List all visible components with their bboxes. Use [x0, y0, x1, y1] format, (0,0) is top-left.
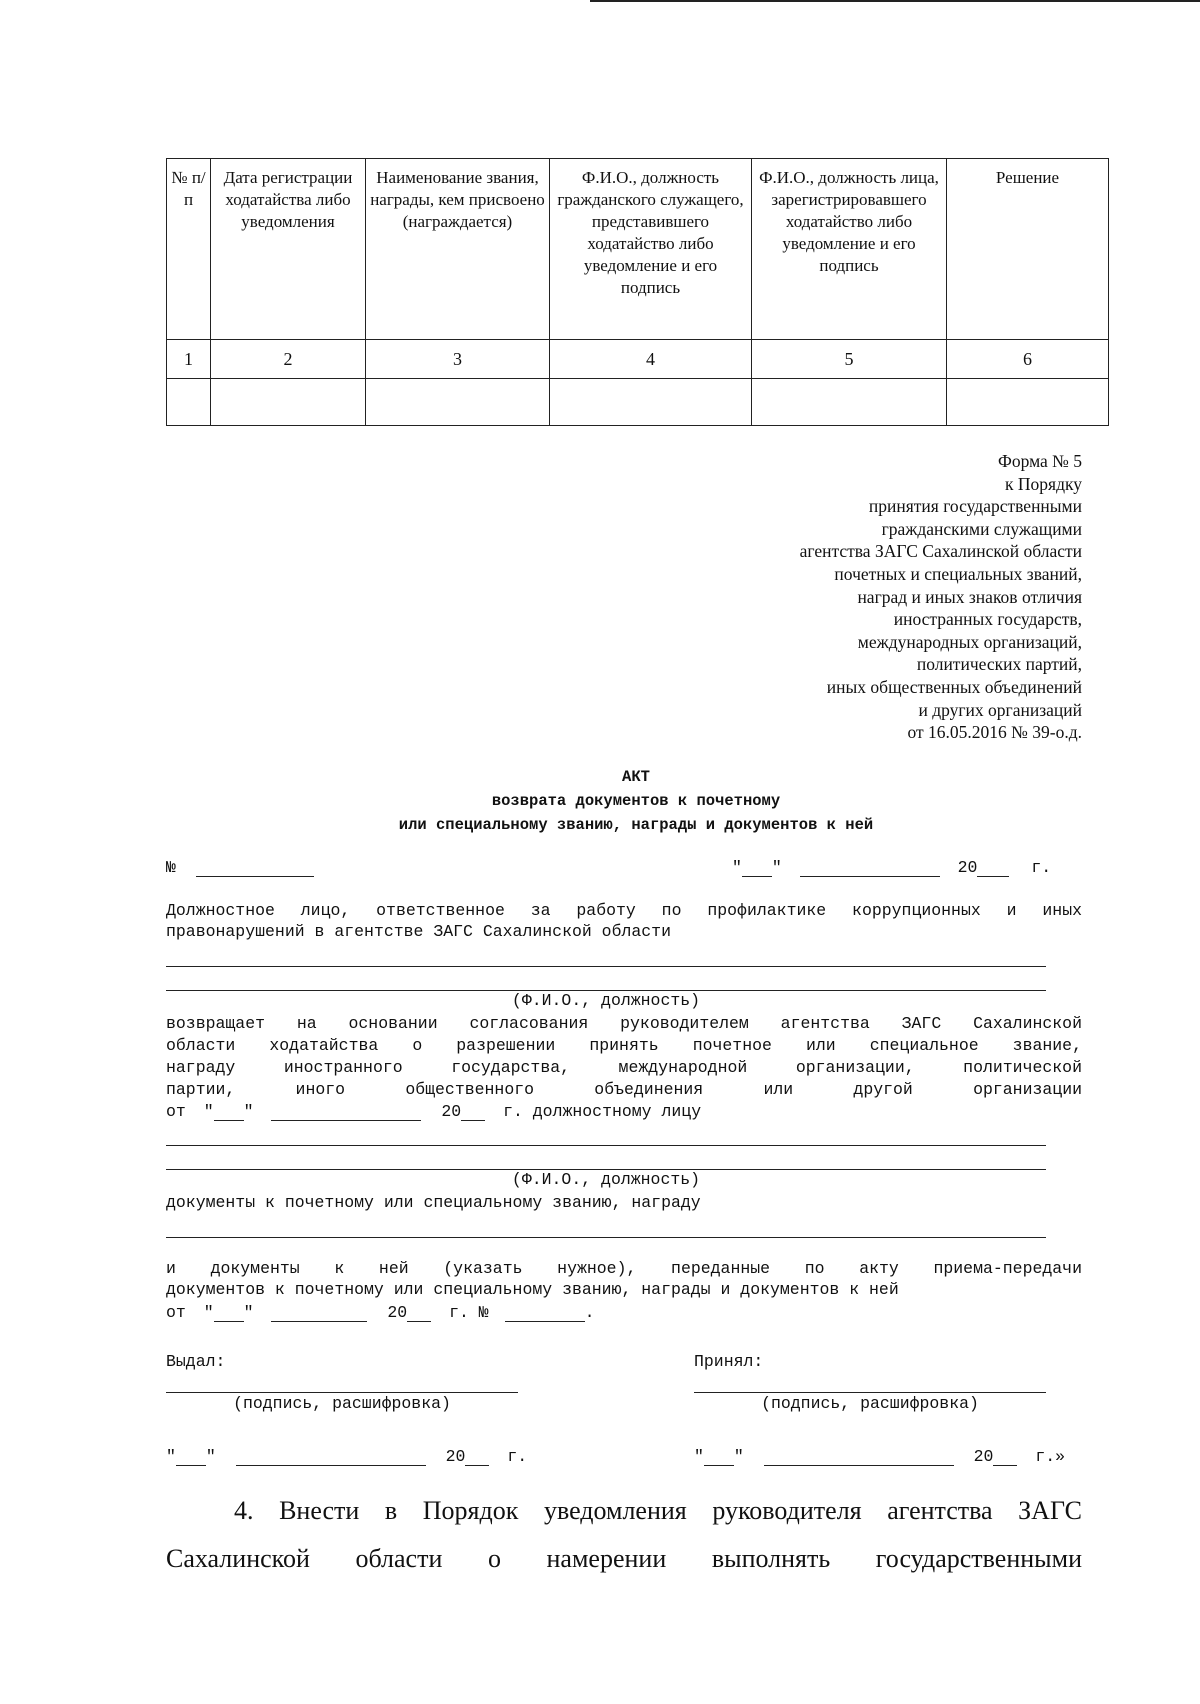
header-cell-decision: Решение: [947, 159, 1109, 340]
number-label: №: [166, 858, 176, 877]
quote-mark: ": [732, 858, 742, 877]
from-label: от: [166, 1102, 186, 1121]
quote-mark: ": [243, 1303, 254, 1322]
quote-mark: ": [205, 1447, 216, 1466]
act-subtitle: возврата документов к почетному: [491, 792, 781, 810]
received-label: Принял:: [694, 1352, 764, 1371]
header-cell-date: Дата регистрации ходатайства либо уведомления: [211, 159, 366, 340]
and-docs-line: и документы к ней (указать нужное), переданные по акту приема-передачи: [166, 1259, 1082, 1278]
quote-mark: ": [733, 1447, 744, 1466]
year-prefix: 20: [445, 1447, 466, 1466]
table-cell: [550, 379, 752, 426]
received-date-line: [694, 1447, 1065, 1466]
quote-mark: ": [203, 1303, 214, 1322]
table-cell: 1: [167, 340, 211, 379]
day-blank[interactable]: [742, 859, 772, 877]
fio-caption: (Ф.И.О., должность): [511, 1170, 701, 1189]
year-blank[interactable]: [977, 859, 1009, 877]
table-header-row: [167, 159, 1109, 340]
form-header-line: гражданскими служащими: [881, 518, 1082, 539]
month-blank[interactable]: [271, 1304, 367, 1322]
issued-label: Выдал:: [166, 1352, 226, 1371]
from-label: от: [166, 1303, 186, 1322]
year-prefix: 20: [387, 1303, 408, 1322]
header-cell-registrar: Ф.И.О., должность лица, зарегистрировавшего ходатайство либо уведомление и его подпись: [752, 159, 947, 340]
returns-text-line: партии, иного общественного объединения или другой организации: [166, 1080, 1082, 1099]
returns-text-line: области ходатайства о разрешении принять почетное или специальное звание,: [166, 1036, 1082, 1055]
form-header-line: иностранных государств,: [893, 609, 1082, 630]
registry-table: [166, 158, 1109, 426]
year-suffix: г.: [507, 1447, 528, 1466]
fio-caption: (Ф.И.О., должность): [511, 991, 701, 1010]
header-cell-servant: Ф.И.О., должность гражданского служащего, представившего ходатайство либо уведомление и его подпись: [550, 159, 752, 340]
header-cell-number: № п/п: [167, 159, 211, 340]
from-date-line: [166, 1102, 701, 1121]
table-cell: 6: [947, 340, 1109, 379]
day-blank[interactable]: [214, 1103, 244, 1121]
table-cell: [947, 379, 1109, 426]
month-blank[interactable]: [800, 859, 940, 877]
table-cell: [211, 379, 366, 426]
quote-mark: ": [203, 1102, 214, 1121]
paragraph-line: 4. Внести в Порядок уведомления руководителя агентства ЗАГС: [234, 1496, 1082, 1525]
from-date-no: г. №: [449, 1303, 489, 1322]
top-border-line: [590, 0, 1200, 2]
official-text-line: правонарушений в агентстве ЗАГС Сахалинской области: [166, 922, 671, 941]
year-blank[interactable]: [993, 1448, 1017, 1466]
form-header-line: агентства ЗАГС Сахалинской области: [799, 541, 1082, 562]
table-cell: [366, 379, 550, 426]
table-cell: [167, 379, 211, 426]
act-number-blank[interactable]: [196, 859, 314, 877]
act-number-field: [166, 858, 314, 877]
form-header-line: международных организаций,: [857, 631, 1082, 652]
quote-mark: ": [771, 858, 782, 877]
form-header-line: от 16.05.2016 № 39-о.д.: [907, 722, 1082, 743]
table-cell: 4: [550, 340, 752, 379]
to-official-text: г. должностному лицу: [503, 1102, 702, 1121]
quote-mark: ": [694, 1447, 704, 1466]
year-suffix: г.: [1031, 858, 1052, 877]
year-prefix: 20: [441, 1102, 462, 1121]
month-blank[interactable]: [271, 1103, 421, 1121]
form-header-line: Форма № 5: [998, 451, 1082, 471]
fill-line[interactable]: [166, 966, 1046, 967]
act-title: АКТ: [622, 768, 650, 786]
fill-line[interactable]: [166, 1237, 1046, 1238]
act-subtitle: или специальному званию, награды и документов к ней: [398, 816, 874, 834]
issued-signature-line[interactable]: [166, 1392, 518, 1393]
transfer-date-line: от " " 20 г. № .: [166, 1303, 595, 1322]
form-header-line: и других организаций: [918, 699, 1082, 720]
year-blank[interactable]: [461, 1103, 485, 1121]
quote-mark: ": [166, 1447, 176, 1466]
paragraph-line: Сахалинской области о намерении выполнять государственными: [166, 1544, 1082, 1573]
form-header-line: наград и иных знаков отличия: [857, 586, 1082, 607]
year-prefix: 20: [957, 858, 978, 877]
table-cell: 2: [211, 340, 366, 379]
form-header-line: почетных и специальных званий,: [834, 563, 1082, 584]
month-blank[interactable]: [236, 1448, 426, 1466]
received-signature-line[interactable]: [694, 1392, 1046, 1393]
and-docs-line: документов к почетному или специальному званию, награды и документов к ней: [166, 1280, 899, 1299]
sign-caption: (подпись, расшифровка): [233, 1394, 451, 1413]
sign-caption: (подпись, расшифровка): [761, 1394, 979, 1413]
form-header-line: к Порядку: [1005, 473, 1082, 494]
quote-mark: ": [243, 1102, 254, 1121]
table-number-row: [167, 340, 1109, 379]
fill-line[interactable]: [166, 1145, 1046, 1146]
returns-text-line: награду иностранного государства, международной организации, политической: [166, 1058, 1082, 1077]
month-blank[interactable]: [764, 1448, 954, 1466]
table-cell: 3: [366, 340, 550, 379]
transfer-number-blank[interactable]: [505, 1304, 585, 1322]
form-header-line: принятия государственными: [868, 496, 1082, 517]
table-cell: [752, 379, 947, 426]
year-blank[interactable]: [465, 1448, 489, 1466]
form-header-line: политических партий,: [916, 654, 1082, 675]
closing-quote: »: [1055, 1447, 1066, 1466]
header-cell-title: Наименование звания, награды, кем присвоено (награждается): [366, 159, 550, 340]
day-blank[interactable]: [214, 1304, 244, 1322]
form-header-line: иных общественных объединений: [826, 676, 1082, 697]
issued-date-line: [166, 1447, 527, 1466]
day-blank[interactable]: [176, 1448, 206, 1466]
act-date-field: [732, 858, 1051, 877]
form-header-block: [800, 450, 1082, 744]
official-text-line: Должностное лицо, ответственное за работу по профилактике коррупционных и иных: [166, 901, 1082, 920]
year-blank[interactable]: [407, 1304, 431, 1322]
docs-text-line: документы к почетному или специальному званию, награду: [166, 1193, 701, 1212]
table-empty-row: [167, 379, 1109, 426]
year-prefix: 20: [973, 1447, 994, 1466]
year-suffix: г.: [1035, 1447, 1056, 1466]
table-cell: 5: [752, 340, 947, 379]
day-blank[interactable]: [704, 1448, 734, 1466]
returns-text-line: возвращает на основании согласования руководителем агентства ЗАГС Сахалинской: [166, 1014, 1082, 1033]
